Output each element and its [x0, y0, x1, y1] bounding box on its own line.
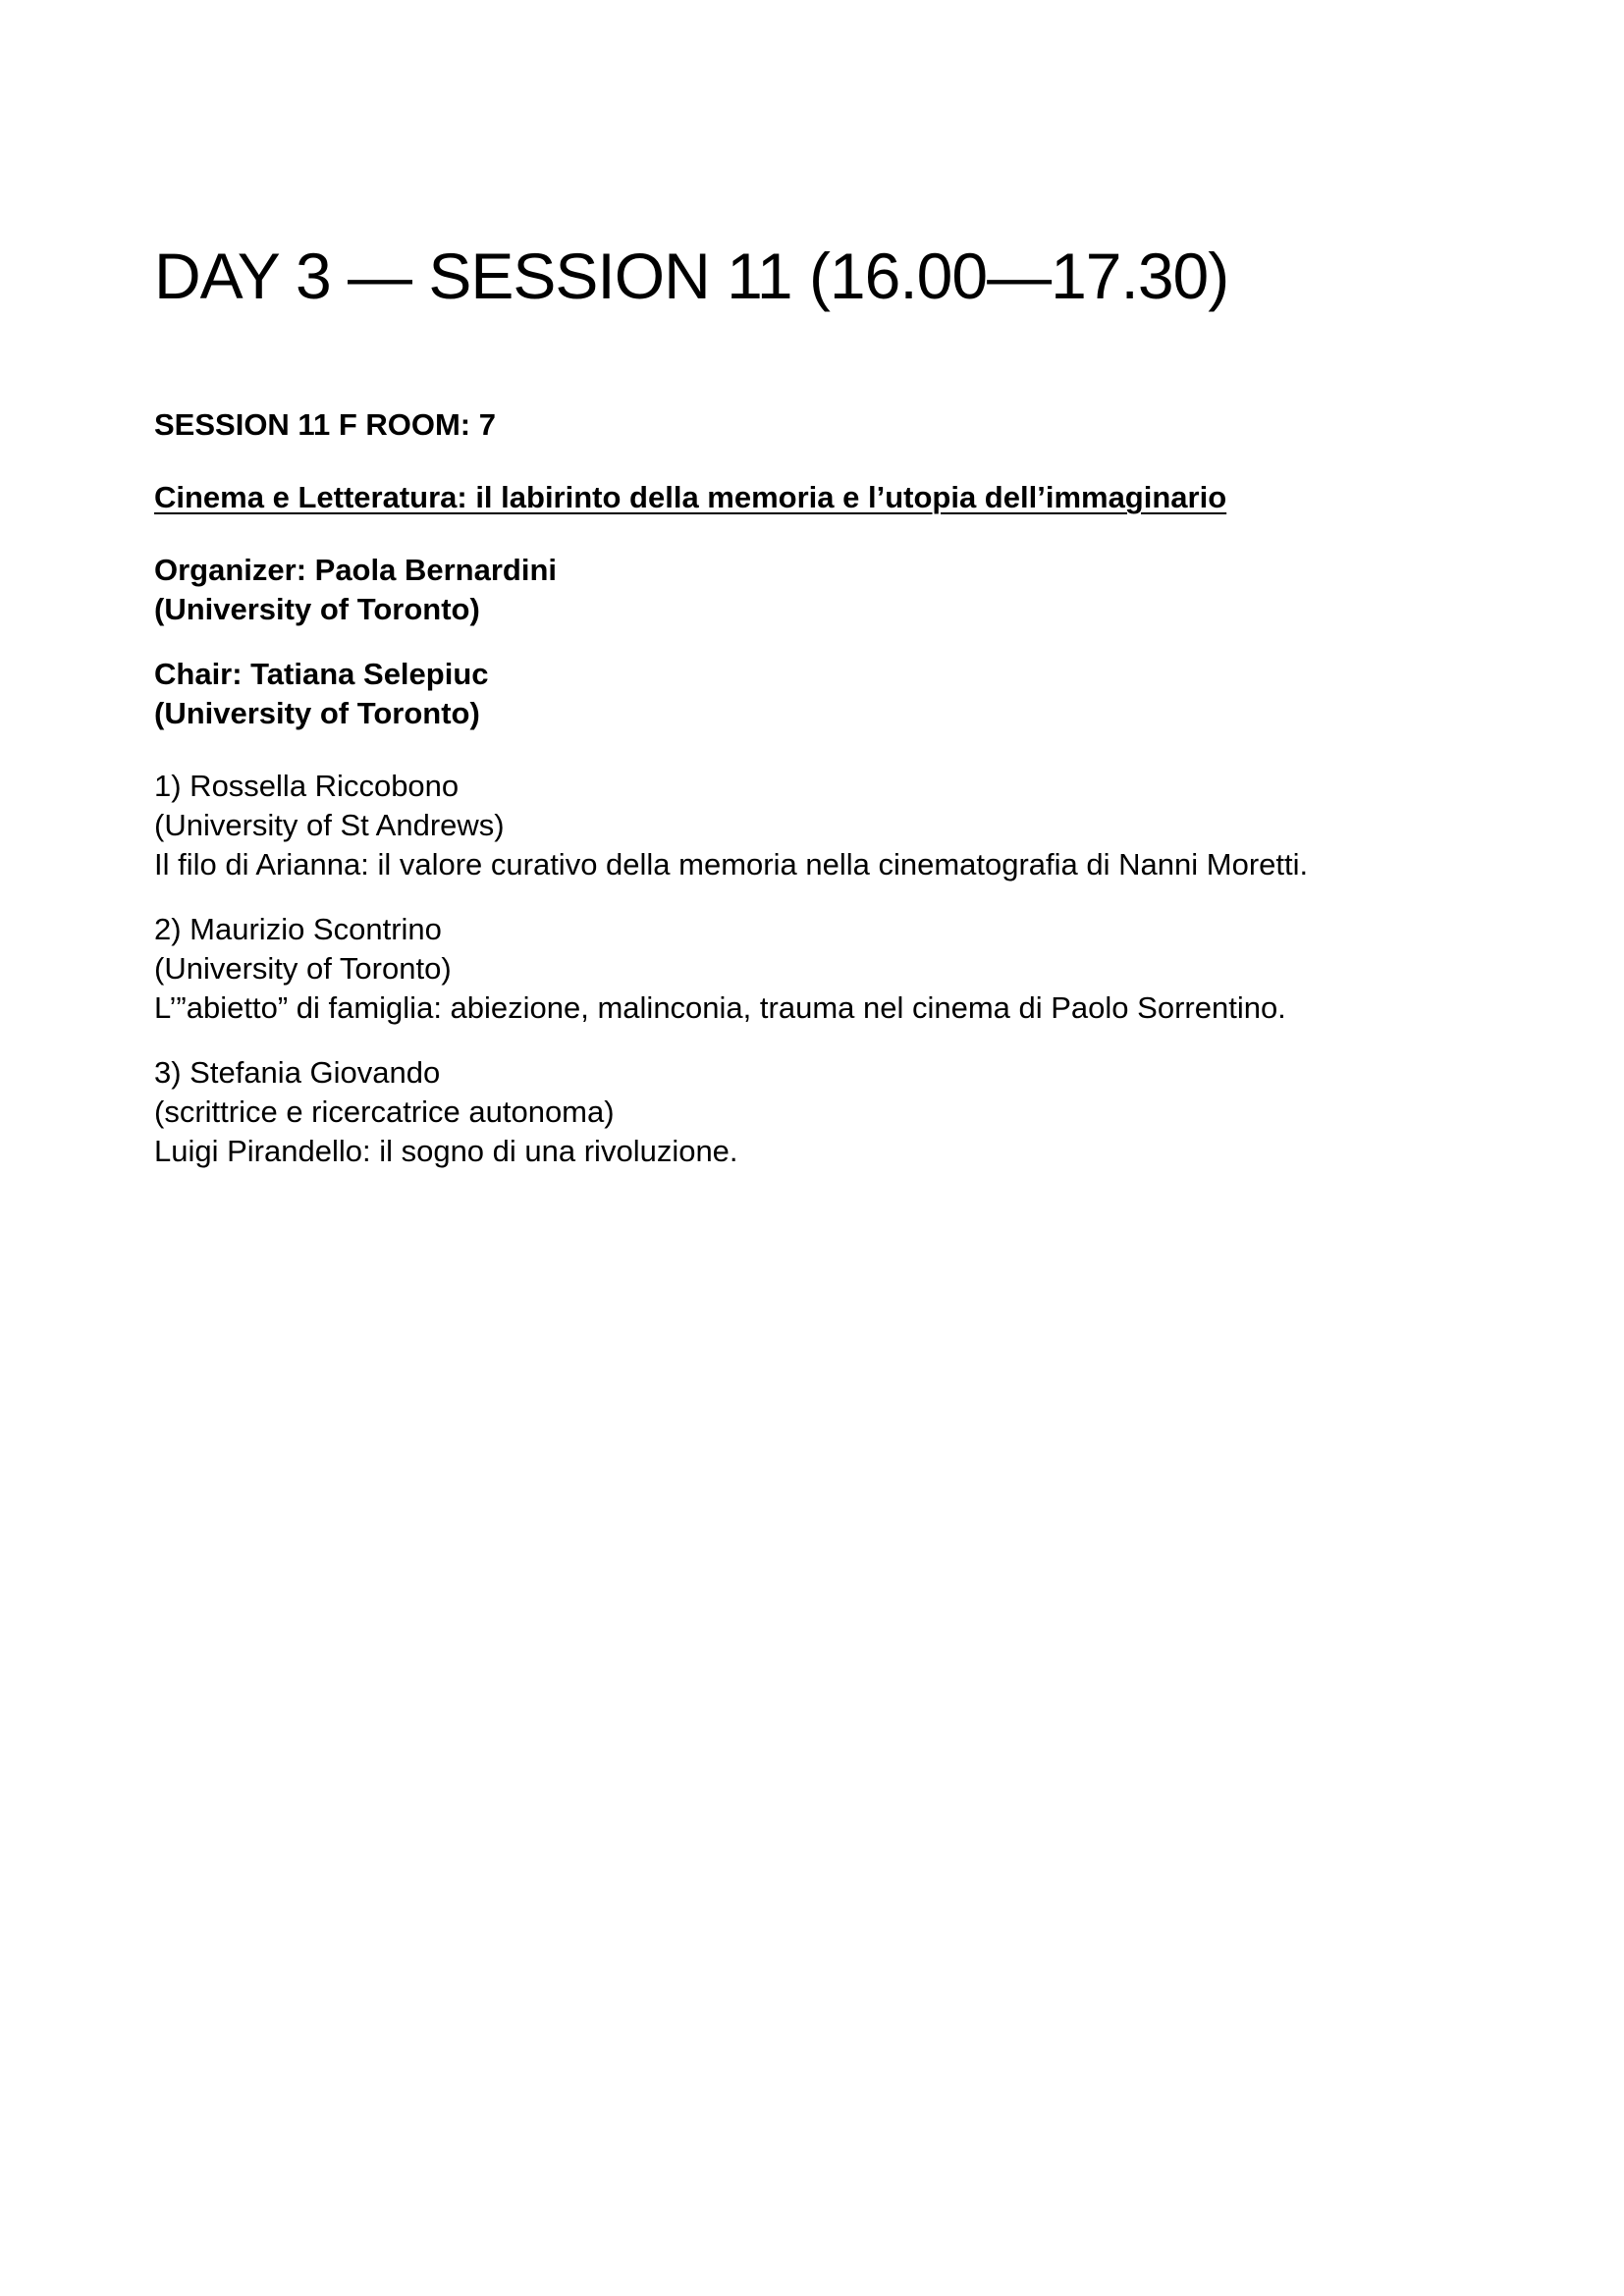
speaker-affiliation: (University of Toronto) — [154, 950, 452, 986]
chair-block — [154, 655, 1457, 733]
speaker-paper-title: L’”abietto” di famiglia: abiezione, malinconia, trauma nel cinema di Paolo Sorrentino. — [154, 989, 1286, 1025]
speaker-entry — [154, 1053, 1457, 1171]
speaker-name: 2) Maurizio Scontrino — [154, 911, 442, 946]
speaker-name: 1) Rossella Riccobono — [154, 768, 460, 803]
chair-affiliation: (University of Toronto) — [154, 695, 480, 730]
organizer-block — [154, 551, 1457, 629]
speaker-paper-title: Il filo di Arianna: il valore curativo della memoria nella cinematografia di Nanni Moretti. — [154, 846, 1309, 881]
speaker-entry — [154, 910, 1457, 1028]
organizer-affiliation: (University of Toronto) — [154, 591, 480, 626]
page-title: DAY 3 — SESSION 11 (16.00—17.30) — [154, 240, 1229, 312]
speaker-name: 3) Stefania Giovando — [154, 1054, 441, 1090]
speaker-paper-title: Luigi Pirandello: il sogno di una rivoluzione. — [154, 1133, 738, 1168]
chair-name: Chair: Tatiana Selepiuc — [154, 656, 489, 691]
speaker-affiliation: (scrittrice e ricercatrice autonoma) — [154, 1094, 615, 1129]
speaker-affiliation: (University of St Andrews) — [154, 807, 505, 842]
panel-title: Cinema e Letteratura: il labirinto della memoria e l’utopia dell’immaginario — [154, 479, 1227, 514]
session-room-header: SESSION 11 F ROOM: 7 — [154, 406, 496, 442]
organizer-name: Organizer: Paola Bernardini — [154, 552, 557, 587]
speaker-entry — [154, 767, 1457, 884]
